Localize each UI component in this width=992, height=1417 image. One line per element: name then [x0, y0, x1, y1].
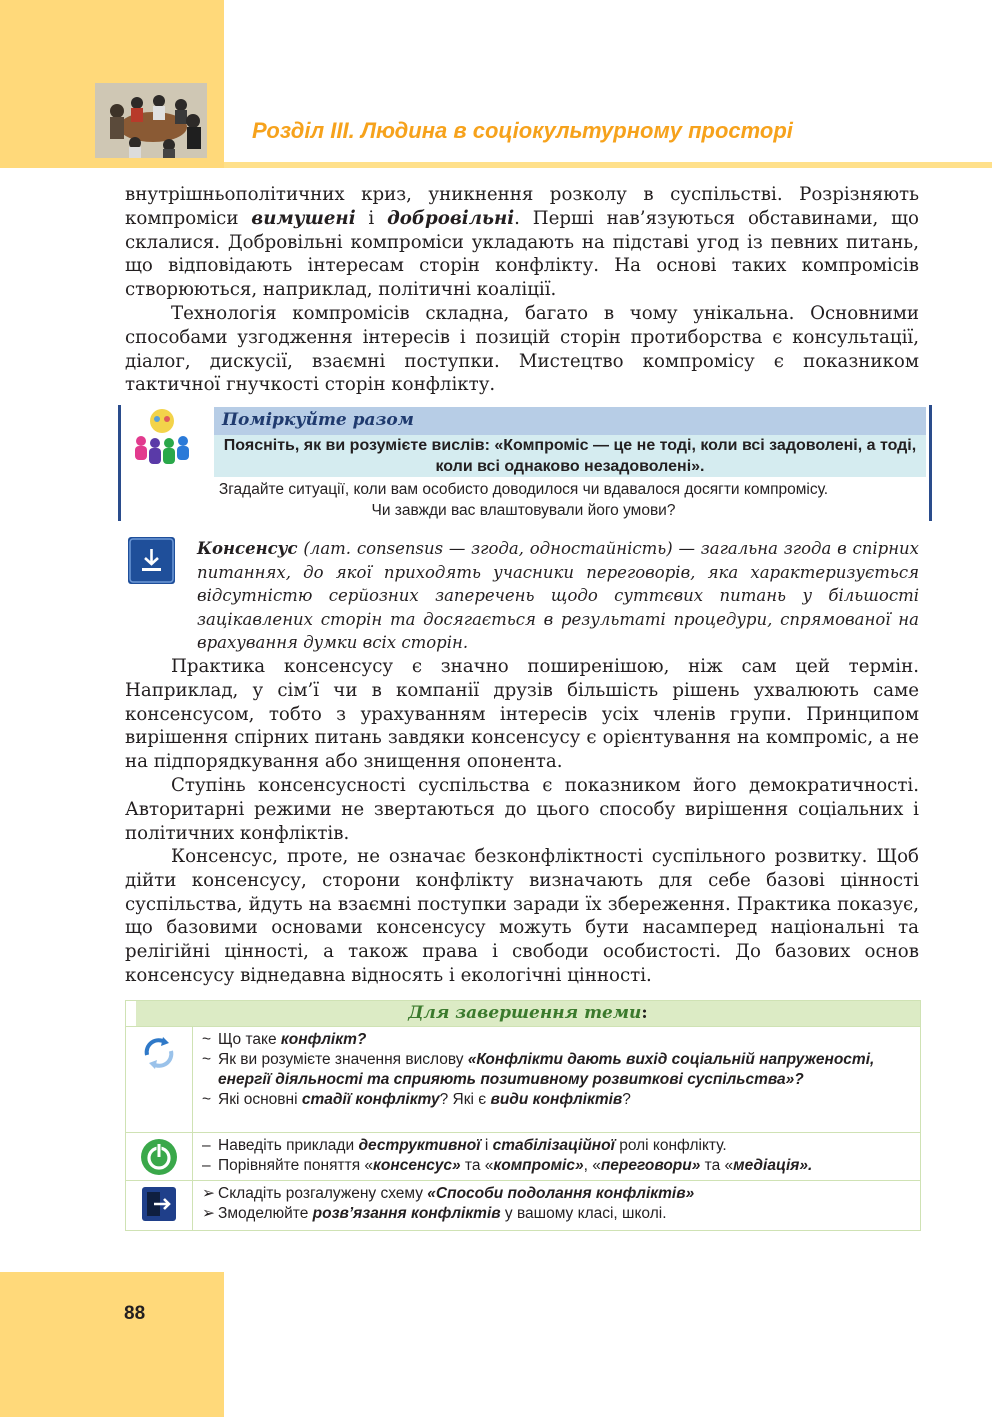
t1-emph-b: стабілізаційної: [492, 1137, 615, 1154]
paragraph-consensus-values: Консенсус, проте, не означає безконфліктності суспільного розвитку. Щоб дійти консенсусу, сторони конфлікту визначають для себе базові цінності суспільства, йдуть на взаємні поступки заради їх збереження. Практика показує, що базовими основами консенсусу можуть бути насамперед національні та релігійні цінності, а також права і свободи особистості. До базових основ консенсусу віднедавна відносять і екологічні цінності.: [125, 846, 919, 986]
definition-text: (лат. consensus — згода, одностайність) — загальна згода в спірних питаннях, до якої приходять учасники переговорів, яка характеризується відсутністю серйозних заперечень щодо суттєвих питань у більшості зацікавлених сторін та досягається в результаті процедури, спрямованої на врахування думки всіх сторін.: [197, 539, 919, 653]
summary-project-2: [202, 1204, 914, 1224]
think-box-title: Поміркуйте разом: [222, 410, 414, 430]
chapter-title: Розділ ІІІ. Людина в соціокультурному просторі: [252, 118, 793, 143]
group-discussion-icon: [131, 407, 193, 471]
summary-icon-cell-3: [126, 1181, 193, 1230]
summary-icon-cell-2: [126, 1133, 193, 1181]
arrow-marker: ➢: [202, 1205, 215, 1222]
q3-text-b: ? Які є: [439, 1091, 491, 1108]
t1-text-c: ролі конфлікту.: [614, 1137, 727, 1154]
think-task-line-2: Чи завжди вас влаштовували його умови?: [371, 502, 676, 519]
paragraph-compromise-technology: Технологія компромісів складна, багато в чому унікальна. Основними способами узгодження інтересів і позицій сторін протиборства є консультації, діалог, дискусії, взаємні поступки. Мистецтво компромісу є показником тактичної гнучкості сторін конфлікту.: [125, 303, 919, 396]
page-number: 88: [124, 1303, 146, 1324]
think-task-line-1: Згадайте ситуації, коли вам особисто доводилося чи вдавалося досягти компромісу.: [218, 481, 829, 498]
summary-question-2: [202, 1050, 914, 1090]
dash-marker: –: [202, 1157, 211, 1174]
paragraph-consensus-democracy: Ступінь консенсусності суспільства є показником його демократичності. Авторитарні режими не звертаються до цього способу вирішення соціальних і політичних конфліктів.: [125, 775, 919, 844]
q2-emph: «Конфлікти дають вихід соціальній напруженості, енергії діяльності та сприяють позитивному розвиткові суспільства»?: [218, 1051, 875, 1088]
power-icon: [139, 1137, 179, 1177]
think-box-task: [121, 479, 926, 521]
q3-emph-a: стадії конфлікту: [301, 1091, 440, 1108]
q3-emph-b: види конфліктів: [490, 1091, 623, 1108]
summary-project-1: [202, 1184, 914, 1204]
summary-question-1: [202, 1030, 914, 1050]
summary-row-tasks: [126, 1132, 920, 1181]
tilde-marker: ~: [202, 1051, 212, 1068]
t1-emph-a: деструктивної: [358, 1137, 481, 1154]
pr1-emph: «Способи подолання конфліктів»: [427, 1185, 695, 1202]
summary-title-colon: :: [641, 1003, 648, 1023]
q2-text: Як ви розумієте значення вислову: [218, 1051, 468, 1068]
t2-emph-a: консенсус»: [373, 1157, 461, 1174]
think-box-question: Поясніть, як ви розумієте вислів: «Компроміс — це не тоді, коли всі задоволені, а тоді, коли всі однаково незадоволені».: [214, 435, 926, 477]
footer-color-band: [0, 1272, 224, 1417]
summary-question-3: [202, 1090, 914, 1110]
t2-text-d: та «: [700, 1157, 734, 1174]
p1-text-a: внутрішньополітичних криз, уникнення розколу в суспільстві. Розрізняють компроміси: [125, 184, 919, 229]
summary-title-text: Для завершення теми: [408, 1003, 642, 1023]
pr2-text-a: Змоделюйте: [218, 1205, 313, 1222]
summary-task-2: [202, 1156, 914, 1176]
tilde-marker: ~: [202, 1091, 212, 1108]
summary-tasks-text: [202, 1136, 914, 1176]
t2-text-a: Порівняйте поняття «: [218, 1157, 374, 1174]
definition-term: Консенсус: [197, 539, 298, 558]
p1-text-c: . Перші нав’язуються обставинами, що склалися. Добровільні компроміси укладають на підставі угод із певних питань, що відповідають інтересам сторін конфлікту. На основі таких компромісів створюються, наприклад, політичні коаліції.: [125, 207, 919, 301]
summary-row-questions: [126, 1026, 920, 1133]
pr1-text: Складіть розгалужену схему: [218, 1185, 428, 1202]
dash-marker: –: [202, 1137, 211, 1154]
summary-row-projects: [126, 1180, 920, 1230]
pr2-emph: розв’язання конфліктів: [312, 1205, 501, 1222]
term-forced: вимушені: [251, 207, 356, 229]
t2-text-c: , «: [583, 1157, 601, 1174]
summary-task-1: [202, 1136, 914, 1156]
summary-questions-text: [202, 1030, 914, 1110]
t2-emph-d: медіація».: [733, 1157, 813, 1174]
paragraph-compromise-types: [125, 183, 919, 302]
think-together-box: [118, 405, 932, 521]
paragraph-consensus-practice: Практика консенсусу є значно поширенішою, ніж сам цей термін. Наприклад, у сім’ї чи в компанії друзів більшість рішень ухвалюють саме консенсусом, тобто з урахуванням інтересів усіх членів групи. Принципом вирішення спірних питань завдяки консенсусу є орієнтування на компроміс, а не на підпорядкування або знищення опонента.: [125, 656, 919, 773]
header-rule: [224, 162, 992, 168]
q3-text-a: Які основні: [218, 1091, 302, 1108]
arrow-marker: ➢: [202, 1185, 215, 1202]
p1-text-b: і: [355, 207, 388, 229]
q1-emph: конфлікт?: [280, 1031, 367, 1048]
t2-emph-c: переговори»: [600, 1157, 701, 1174]
think-box-header: [214, 407, 926, 435]
refresh-icon: [139, 1033, 179, 1073]
pr2-text-b: у вашому класі, школі.: [500, 1205, 667, 1222]
t1-text-a: Наведіть приклади: [218, 1137, 359, 1154]
q3-text-c: ?: [622, 1091, 631, 1108]
consensus-definition: [197, 537, 919, 655]
term-voluntary: добровільні: [387, 207, 515, 229]
summary-icon-cell-1: [126, 1027, 193, 1133]
download-definition-icon: [128, 537, 175, 584]
t2-text-b: та «: [460, 1157, 494, 1174]
meeting-illustration: [95, 83, 207, 158]
exit-icon: [141, 1186, 177, 1222]
t1-text-b: і: [480, 1137, 493, 1154]
summary-projects-text: [202, 1184, 914, 1224]
summary-title: [136, 1001, 920, 1027]
q1-text: Що таке: [218, 1031, 281, 1048]
t2-emph-b: компроміс»: [493, 1157, 584, 1174]
topic-summary-table: [125, 1000, 921, 1231]
tilde-marker: ~: [202, 1031, 212, 1048]
